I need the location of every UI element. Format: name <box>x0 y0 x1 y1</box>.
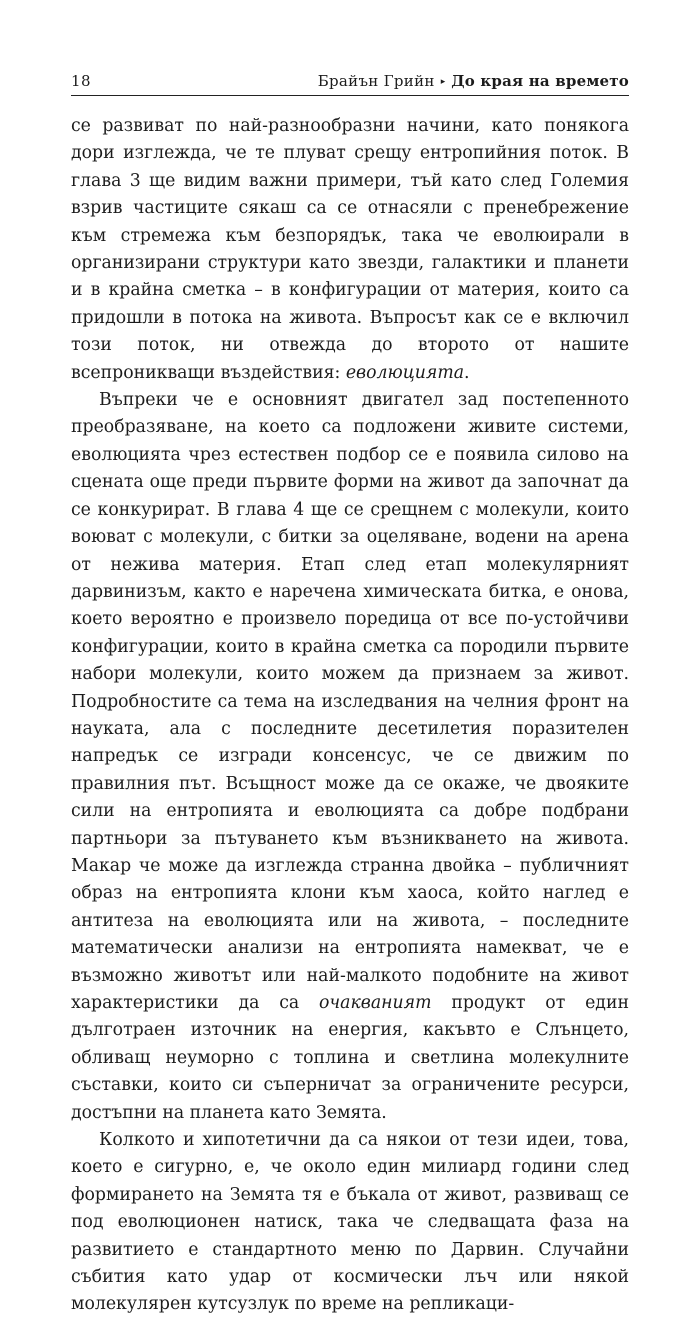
paragraph-text: Колкото и хипотетични да са някои от тези идеи, това, което е сигурно, е, че около един милиард години след формирането на Земята тя е бъкала от живот, развиващ се под еволюционен натиск, така че следващата фаза на развитието е стандартното меню по Дарвин. Случайни събития като удар от космически лъч или някой молекулярен кутсузлук по време на репликаци- <box>71 1130 629 1315</box>
paragraph <box>71 387 629 1127</box>
paragraph-text: се развиват по най-разнообразни начини, като понякога дори изглежда, че те плуват срещу ентропийния поток. В глава 3 ще видим важни примери, тъй като след Големия взрив частиците сякаш са се отнасяли с пренебрежение към стремежа към безпорядък, така че еволюирали в организирани структури като звезди, галактики и планети и в крайна сметка – в конфигурации от материя, които са придошли в потока на живота. Въпросът как се е включил този поток, ни отвежда до второто от нашите всепроникващи въздействия: <box>71 116 629 383</box>
header-book-info <box>318 72 629 90</box>
header-separator-arrow-icon: ▸ <box>440 77 446 87</box>
emphasized-text: очакваният <box>319 993 432 1013</box>
paragraph-text: Въпреки че е основният двигател зад постепенното преобразяване, на което са подложени живите системи, еволюцията чрез естествен подбор се е появила силово на сцената още преди първите форми на живот да започнат да се конкурират. В глава 4 ще се срещнем с молекули, които воюват с молекули, с битки за оцеляване, водени на арена от нежива материя. Етап след етап молекулярният дарвинизъм, както е наречена химическата битка, е онова, което вероятно е произвело поредица от все по-устойчиви конфигурации, които в крайна сметка са породили първите набори молекули, които можем да признаем за живот. Подробностите са тема на изследвания на челния фронт на науката, ала с последните десетилетия поразителен напредък се изгради консенсус, че се движим по правилния път. Всъщност може да се окаже, че двояките сили на ентропията и еволюцията са добре подбрани партньори за пътуването към възникването на живота. Макар че може да изглежда странна двойка – публичният образ на ентропията клони към хаоса, който наглед е антитеза на еволюцията или на живота, – последните математически анализи на ентропията намекват, че е възможно животът или най-малкото подобните на живот характеристики да са <box>71 390 629 1013</box>
paragraph-text: продукт от един дълготраен източник на енергия, какъвто е Слънцето, обливащ неуморно с топлина и светлина молекулните съставки, които си съперничат за ограничените ресурси, достъпни на планета като Земята. <box>71 993 629 1123</box>
paragraph-text: . <box>464 362 470 383</box>
page-number: 18 <box>71 72 92 90</box>
body-text <box>71 113 629 1319</box>
header-book-title: До края на времето <box>451 72 629 90</box>
emphasized-text: еволюцията <box>345 362 465 383</box>
running-header <box>71 60 629 96</box>
paragraph <box>71 113 629 387</box>
header-author: Брайън Грийн <box>317 72 435 90</box>
paragraph <box>71 1127 629 1319</box>
